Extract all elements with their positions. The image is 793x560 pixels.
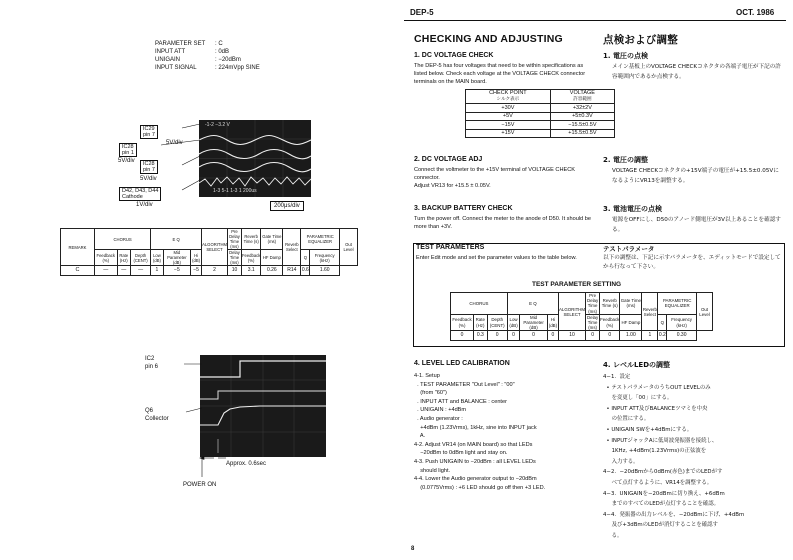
label-ic2-pin6: IC2 pin 6 bbox=[145, 356, 159, 370]
cell: 0.26 bbox=[261, 266, 283, 276]
cell: — bbox=[95, 266, 118, 276]
s4-en-line: . TEST PARAMETER "Out Level" : "00" bbox=[414, 381, 515, 388]
param-value: : 0dB bbox=[215, 49, 230, 55]
row-label: C bbox=[61, 266, 95, 276]
s2-heading-jp: 2. 電圧の調整 bbox=[603, 156, 648, 164]
cell: 1 bbox=[151, 266, 163, 276]
cell: 1.00 bbox=[620, 331, 642, 341]
check-point: +5V bbox=[466, 112, 551, 121]
sub-depth: Depth (CENT) bbox=[131, 250, 151, 266]
param-list bbox=[155, 40, 295, 72]
label-d42-cathode: D42, D43, D44 Cathode bbox=[119, 187, 161, 201]
col-pre-delay: Pre Delay Time (ms) bbox=[586, 293, 599, 314]
col-peq: PARAMETRIC EQUALIZER bbox=[301, 229, 340, 250]
parameter-table-left bbox=[60, 228, 358, 276]
model-name: DEP-5 bbox=[410, 8, 434, 17]
cell: 0 bbox=[487, 331, 507, 341]
col-hf-gate: Gate Time (ms) bbox=[620, 293, 642, 315]
s4-en-line: . UNIGAIN : +4dBm bbox=[414, 407, 467, 414]
s4-heading-en: 4. LEVEL LED CALIBRATION bbox=[414, 360, 510, 367]
label-5v-div-1: 5V/div bbox=[166, 140, 183, 146]
s3-heading-jp: 3. 電池電圧の点検 bbox=[603, 205, 662, 213]
s4-jp-line: の位置にする。 bbox=[603, 416, 650, 423]
col-gate: Gate Time (ms) bbox=[261, 229, 283, 250]
waveform-svg-1 bbox=[199, 120, 311, 197]
cell: 0 bbox=[586, 331, 600, 341]
s4-jp-line: 及び+3dBmのLEDが消灯することを確認す bbox=[603, 522, 718, 529]
sub-depth: Depth (CENT) bbox=[487, 314, 507, 331]
page-number: 8 bbox=[411, 546, 415, 552]
sub-frequency: Frequency (kHz) bbox=[310, 250, 340, 266]
s4-en-line: 4-1. Setup bbox=[414, 373, 440, 379]
cell: 1 bbox=[642, 331, 658, 341]
sub-mid: Mid Parameter (dB) bbox=[520, 314, 548, 331]
s4-jp-line: を変更し「00」にする。 bbox=[603, 395, 673, 402]
label-ic29-pin7: IC29 pin 7 bbox=[140, 125, 158, 139]
param-key: PARAMETER SET bbox=[155, 41, 206, 47]
param-key: INPUT SIGNAL bbox=[155, 65, 197, 71]
cell: R14 bbox=[283, 266, 301, 276]
cell: 0.6 bbox=[301, 266, 310, 276]
col-reverb-select: Reverb Select bbox=[642, 293, 658, 331]
param-key: INPUT ATT bbox=[155, 49, 186, 55]
tp-heading-jp: テストパラメータ bbox=[603, 245, 655, 253]
section-title-jp: 点検および調整 bbox=[603, 34, 678, 46]
sub-feedback-2: Feedback (%) bbox=[241, 250, 260, 266]
s4-jp-line: までのすべてのLEDが点灯することを確認。 bbox=[603, 501, 720, 508]
timebase-label: 200μs/div bbox=[270, 201, 304, 211]
scope-bottom-readout: 1-3 5-1 1-3 1 200us bbox=[213, 188, 257, 194]
s2-heading-en: 2. DC VOLTAGE ADJ bbox=[414, 156, 483, 163]
tp-body-jp: 以下の調整は、下記に示すパラメータを、エディットモードで設定してから行なって下さい。 bbox=[603, 255, 781, 270]
s4-jp-line: • INPUTジャックAに低周波発振器を接続し、 bbox=[603, 437, 718, 444]
s4-en-line: . INPUT ATT and BALANCE : center bbox=[414, 398, 507, 405]
oscilloscope-screen-1 bbox=[199, 120, 311, 197]
sub-q: Q bbox=[658, 314, 667, 331]
cell: 2 bbox=[202, 266, 228, 276]
s4-en-line: (from "60") bbox=[414, 390, 447, 397]
label-ic28-pin7: IC28 pin 7 bbox=[140, 160, 158, 174]
param-value: : −20dBm bbox=[215, 57, 241, 63]
header-rule bbox=[404, 20, 786, 21]
label-q6-collector: Q6 Collector bbox=[145, 408, 169, 422]
s4-jp-line: • テストパラメータのうちOUT LEVELのみ bbox=[603, 384, 711, 391]
col-reverb-select: Reverb Select bbox=[283, 229, 301, 266]
s4-en-line: +4dBm (1.23Vrms), 1kHz, sine into INPUT jack bbox=[414, 424, 537, 431]
s1-body-jp: メイン基板上のVOLTAGE CHECKコネクタの各端子電圧が下記の許容範囲内であるか点検する。 bbox=[612, 64, 781, 80]
col-chorus: CHORUS bbox=[451, 293, 508, 315]
leader-lines-1 bbox=[160, 120, 202, 210]
leader-lines-2 bbox=[164, 360, 234, 440]
s4-jp-line: • INPUT ATT及びBALANCEツマミを中央 bbox=[603, 405, 708, 412]
s4-jp-line: べて点灯するように、VR14を調整する。 bbox=[603, 479, 713, 486]
s4-en-line: (0.0775Vrms) : +6 LED should go off then +3 LED. bbox=[414, 484, 546, 491]
scope-top-readout: -1-2 −3.2 V bbox=[205, 122, 230, 128]
col-eq: E Q bbox=[151, 229, 202, 250]
col-algo: ALGORITHM SELECT bbox=[558, 293, 585, 331]
sub-mid: Mid Parameter (dB) bbox=[163, 250, 190, 266]
sub-hi: Hi (dB) bbox=[191, 250, 202, 266]
cell: — bbox=[131, 266, 151, 276]
voltage: +32±2V bbox=[550, 104, 614, 113]
th-check-point: CHECK POINT シルク表示 bbox=[466, 90, 551, 104]
label-5v-div-3: 5V/div bbox=[140, 176, 157, 182]
sub-frequency: Frequency (kHz) bbox=[667, 314, 697, 331]
cell: 0 bbox=[507, 331, 519, 341]
label-1v-div: 1V/div bbox=[136, 202, 153, 208]
s4-en-line: 4-3. Push UNIGAIN to −20dBm : all LEVEL LEDs bbox=[414, 458, 536, 465]
col-algo: ALGORITHM SELECT bbox=[202, 229, 228, 266]
tp-heading-en: TEST PARAMETERS bbox=[416, 244, 485, 251]
test-parameter-table bbox=[450, 292, 713, 341]
sub-rate: Rate (Hz) bbox=[474, 314, 488, 331]
sub-feedback-2: Feedback (%) bbox=[600, 314, 620, 331]
s4-jp-line: 4−1. 設定 bbox=[603, 374, 631, 380]
s1-body-en: The DEP-5 has four voltages that need to be within specifications as listed below. Check each voltage at the VOLTAGE CHECK connector terminals on the MAIN board. bbox=[414, 63, 586, 85]
s4-jp-line: 入力する。 bbox=[603, 458, 639, 465]
check-point: +30V bbox=[466, 104, 551, 113]
s4-en-line: should light. bbox=[414, 467, 451, 474]
cell: 0 bbox=[600, 331, 620, 341]
s4-en-line: A. bbox=[414, 433, 426, 440]
s1-heading-en: 1. DC VOLTAGE CHECK bbox=[414, 52, 494, 59]
s4-jp-line: る。 bbox=[603, 532, 623, 539]
label-5v-div-2: 5V/div bbox=[118, 158, 135, 164]
col-reverb-time: Reverb Time (s) bbox=[241, 229, 260, 250]
cell: 0.3 bbox=[474, 331, 488, 341]
s4-heading-jp: 4. レベルLEDの調整 bbox=[603, 361, 671, 369]
tp-body-en: Enter Edit mode and set the parameter values to the table below. bbox=[416, 255, 577, 261]
s4-list-en bbox=[414, 372, 596, 492]
param-value: : 224mVpp SINE bbox=[215, 65, 260, 71]
tps-title: TEST PARAMETER SETTING bbox=[532, 281, 622, 288]
check-point: −15V bbox=[466, 121, 551, 130]
cell: 10 bbox=[227, 266, 241, 276]
voltage: +15.5±0.5V bbox=[550, 129, 614, 138]
s4-en-line: 4-4. Lower the Audio generator output to −20dBm bbox=[414, 476, 537, 483]
s4-jp-line: 1KHz, +4dBm(1.23Vrms)の正弦波を bbox=[603, 448, 707, 455]
s3-body-en: Turn the power off. Connect the meter to the anode of D50. It should be more than +3V. bbox=[414, 216, 591, 230]
col-peq: PARAMETRIC EQUALIZER bbox=[658, 293, 697, 315]
s1-heading-jp: 1. 電圧の点検 bbox=[603, 52, 648, 60]
sub-rate: Rate (Hz) bbox=[117, 250, 131, 266]
col-out-level: Out Level bbox=[697, 293, 713, 331]
s4-jp-line: 4−2. −20dBmから0dBm(赤色)までのLEDがす bbox=[603, 469, 723, 476]
date: OCT. 1986 bbox=[736, 8, 775, 17]
col-out-level: Out Level bbox=[340, 229, 358, 266]
voltage: −15.5±0.5V bbox=[550, 121, 614, 130]
sub-delay-time: Delay Time (ms) bbox=[586, 314, 599, 331]
s4-en-line: . Audio generator : bbox=[414, 415, 463, 422]
s4-jp-line: 4−4. 発振器の出力レベルを、−20dBmに下げ、+4dBm bbox=[603, 511, 745, 518]
s4-jp-line: • UNIGAIN SWを+4dBmにする。 bbox=[603, 426, 693, 433]
s2-body-jp: VOLTAGE CHECKコネクタの+15V端子の電圧が+15.5±0.05VになるようにVR13を調整する。 bbox=[612, 168, 779, 184]
sub-hf-damp: HF Damp bbox=[620, 314, 642, 331]
voltage: +5±0.3V bbox=[550, 112, 614, 121]
sub-low: Low (dB) bbox=[151, 250, 163, 266]
label-ic28-pin1: IC28 pin 1 bbox=[119, 143, 137, 157]
cell: 0 bbox=[451, 331, 474, 341]
cell: 10 bbox=[558, 331, 585, 341]
sub-feedback: Feedback (%) bbox=[95, 250, 118, 266]
check-point: +15V bbox=[466, 129, 551, 138]
cell: 0 bbox=[520, 331, 548, 341]
s3-body-jp: 電源をOFFにし、D50のアノード側電圧が3V以上あることを確認する。 bbox=[612, 217, 781, 233]
voltage-check-table bbox=[465, 89, 615, 138]
sub-feedback: Feedback (%) bbox=[451, 314, 474, 331]
param-key: UNIGAIN bbox=[155, 57, 181, 63]
s4-jp-line: 4−3. UNIGAINを−20dBmに切り換え、+6dBm bbox=[603, 490, 725, 497]
cell: −5 bbox=[163, 266, 190, 276]
th-voltage: VOLTAGE 許容範囲 bbox=[550, 90, 614, 104]
sub-hi: Hi (dB) bbox=[547, 314, 558, 331]
param-value: : C bbox=[215, 41, 223, 47]
s4-en-line: 4-2. Adjust VR14 (on MAIN board) so that LEDs bbox=[414, 441, 533, 448]
col-chorus: CHORUS bbox=[95, 229, 151, 250]
label-approx: Approx. 0.6sec bbox=[226, 461, 267, 467]
s4-list-jp bbox=[603, 372, 785, 542]
sub-q: Q bbox=[301, 250, 310, 266]
label-power-on: POWER ON bbox=[183, 482, 217, 488]
s2-body-en: Connect the voltmeter to the +15V terminal of VOLTAGE CHECK connector. Adjust VR13 for +15.5 ± 0.05V. bbox=[414, 167, 575, 189]
sub-low: Low (dB) bbox=[507, 314, 519, 331]
section-title-en: CHECKING AND ADJUSTING bbox=[414, 33, 563, 45]
s3-heading-en: 3. BACKUP BATTERY CHECK bbox=[414, 205, 513, 212]
cell: 1.60 bbox=[310, 266, 340, 276]
col-eq: E Q bbox=[507, 293, 558, 315]
sub-delay-time: Delay Time (ms) bbox=[229, 250, 240, 265]
cell: 3.1 bbox=[241, 266, 260, 276]
cell: 0.30 bbox=[667, 331, 697, 341]
cell: — bbox=[117, 266, 131, 276]
col-remark: REMARK bbox=[61, 229, 95, 266]
cell: −5 bbox=[191, 266, 202, 276]
cell: 0.2 bbox=[658, 331, 667, 341]
sub-hf-damp: HF Damp bbox=[261, 250, 283, 266]
col-pre-delay: Pre Delay Time (ms) bbox=[229, 229, 240, 249]
cell: 0 bbox=[547, 331, 558, 341]
s4-en-line: −20dBm to 0dBm light and stay on. bbox=[414, 450, 508, 457]
col-reverb-time: Reverb Time (s) bbox=[600, 293, 620, 315]
